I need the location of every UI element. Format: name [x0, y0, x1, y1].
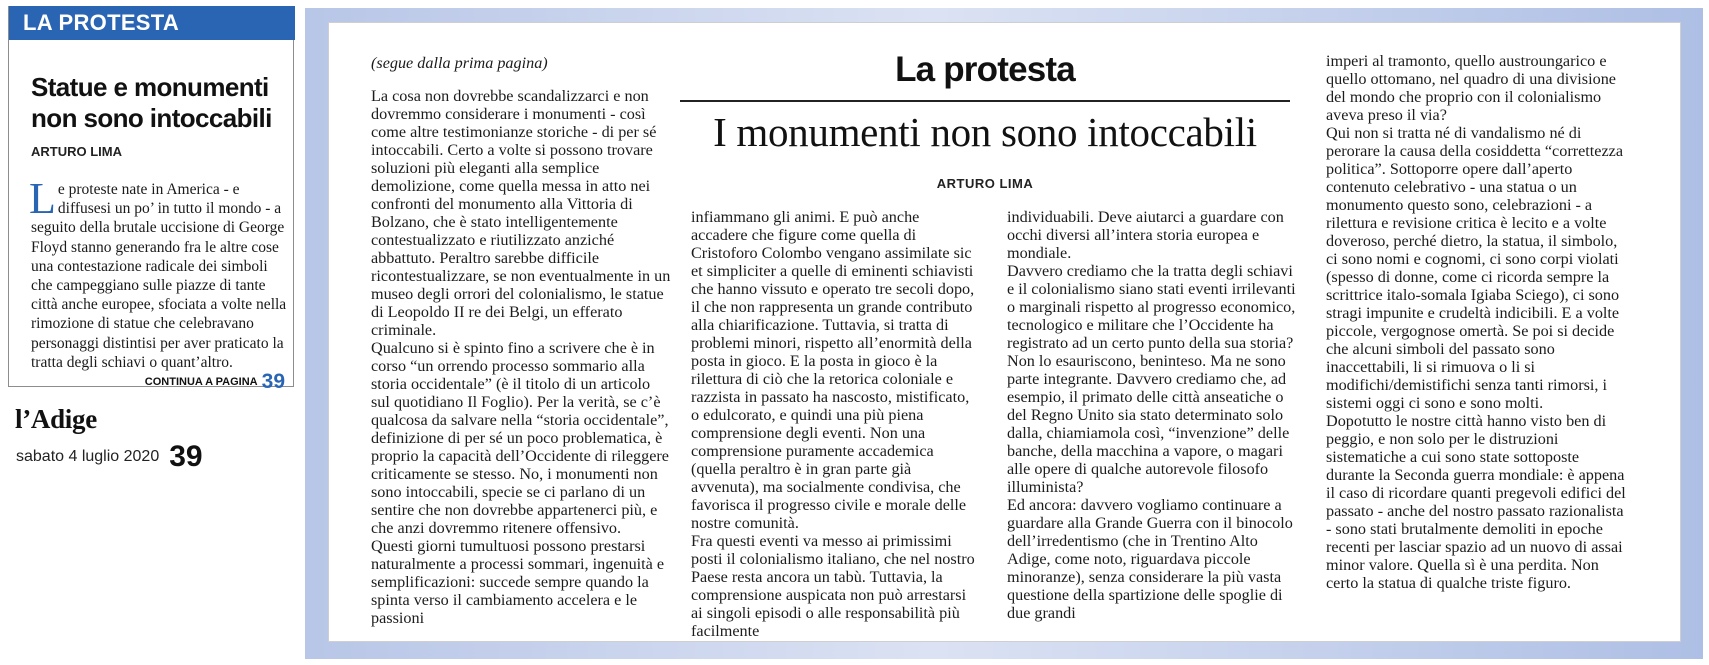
teaser-author: ARTURO LIMA	[31, 144, 122, 159]
paragraph: Fra questi eventi va messo ai primissimi posti il colonialismo italiano, che nel nostro Paese resta ancora un tabù. Tuttavia, la comprensione auspicata non può arrestarsi ai singoli episodi o alle responsabilità più facilmente	[691, 532, 975, 640]
continue-page-number: 39	[261, 370, 285, 393]
paragraph: imperi al tramonto, quello austroungarico e quello ottomano, nel quadro di una divisione del mondo che proprio con il colonialismo aveva preso il via?	[1326, 52, 1616, 124]
front-page-teaser	[8, 6, 294, 393]
newspaper-masthead: l’Adige	[15, 404, 97, 434]
article-column-3	[1007, 208, 1300, 622]
teaser-body	[29, 174, 287, 372]
paragraph: Dopotutto le nostre città hanno visto ben di peggio, e non solo per le distruzioni sistematiche a cui sono state sottoposte durante la Seconda guerra mondiale: è appena il caso di ricordare quanti pregevoli edifici del passato - anche del nostro passato razionalista - sono stati brutalmente demoliti in epoche recenti per lasciar spazio ad un nuovo di assai minor valore. Quella sì è una perdita. Non certo la statua di qualche triste figuro.	[1326, 412, 1626, 592]
page-number: 39	[169, 440, 203, 473]
article-title: I monumenti non sono intoccabili	[713, 109, 1257, 155]
paragraph: individuabili. Deve aiutarci a guardare con occhi diversi all’intera storia europea e mondiale.	[1007, 208, 1284, 262]
continue-label: CONTINUA A PAGINA	[144, 376, 258, 388]
article-column-4	[1326, 52, 1626, 592]
paragraph: Questi giorni tumultuosi possono prestarsi naturalmente a processi sommari, ingenuità e semplificazioni: succede sempre quando la spinta verso il cambiamento accelera e le passioni	[371, 537, 665, 627]
date-line	[16, 440, 203, 474]
paragraph: Ed ancora: davvero vogliamo continuare a guardare alla Grande Guerra con il binocolo dell’irredentismo (che in Trentino Alto Adige, come noto, riguardava piccole minoranze), senza considerare la più vasta questione della spartizione delle spoglie di due grandi	[1007, 496, 1293, 622]
paragraph: Davvero crediamo che la tratta degli schiavi e il colonialismo siano stati eventi irrilevanti o marginali rispetto al progresso economico, tecnologico e militare che l’Occidente ha registrato ad un certo punto della sua storia? Non lo esauriscono, beninteso. Ma ne sono parte integrante. Davvero crediamo che, ad esempio, il primato delle città anseatiche o del Regno Unito sia stato determinato solo dalla, chiamiamola così, “invenzione” delle banche, della macchina a vapore, o magari alle opere di qualche autorevole filosofo illuminista?	[1007, 262, 1296, 496]
kicker-rule	[680, 100, 1290, 102]
article-kicker: La protesta	[895, 50, 1075, 89]
section-band: LA PROTESTA	[9, 6, 295, 40]
drop-cap: L	[29, 174, 56, 223]
publication-date: sabato 4 luglio 2020	[16, 448, 160, 465]
paragraph: La cosa non dovrebbe scandalizzarci e non dovremmo considerare i monumenti - così come altre testimonianze storiche - di per sé intoccabili. Certo a volte si possono trovare soluzioni più eleganti alla semplice demolizione, come quella messa in atto nei confronti del monumento alla Vittoria di Bolzano, che è stato intelligentemente contestualizzato e riutilizzato anziché abbattuto. Peraltro sarebbe difficile ricontestualizzare, se non eventualmente in un museo degli orrori del colonialismo, le statue di Leopoldo II re dei Belgi, un efferato criminale.	[371, 87, 671, 339]
paragraph: Qui non si tratta né di vandalismo né di perorare la causa della cosiddetta “correttezza politica”. Sottoporre opere dall’aperto contenuto celebrativo - una statua o un monumento questo sono, celebrazioni - a rilettura e revisione critica è lecito e a volte doveroso, perché dietro, la statua, il simbolo, ci sono nomi e cognomi, ci sono corpi violati (spesso di donne, come ci ricorda sempre la scrittrice italo-somala Igiaba Sciego), ci sono stragi impunite e crudeltà indicibili. E a volte piccole, vergognose omertà. Se poi si decide che alcuni simboli del passato sono inaccettabili, li si rimuova o li si modifichi/demistifichi senza tanti rimorsi, i sistemi oggi ci sono e sono molti.	[1326, 124, 1624, 412]
continue-link[interactable]	[145, 370, 285, 394]
teaser-headline: Statue e monumenti non sono intoccabili	[31, 72, 272, 133]
paragraph: infiammano gli animi. E può anche accadere che figure come quella di Cristoforo Colombo vengano assimilate sic et simpliciter a quelle di eminenti schiavisti che hanno vissuto e operato tre secoli dopo, il che non rappresenta un grande contributo alla chiarificazione. Tuttavia, si tratta di problemi minori, rispetto all’enormità della posta in gioco. E la posta in gioco è la rilettura di ciò che la retorica coloniale e razzista in passato ha nascosto, mistificato, o edulcorato, e quindi una più piena comprensione degli eventi. Non una comprensione puramente accademica (quella peraltro è in gran parte già avvenuta), ma socialmente condivisa, che favorisca il progresso civile e morale delle nostre comunità.	[691, 208, 975, 532]
teaser-body-text: e proteste nate in America - e diffusesi un po’ in tutto il mondo - a seguito della brutale uccisione di George Floyd stanno generando fra le altre cose una contestazione radicale dei simboli che campeggiano sulle piazze di tante città anche europee, sfociata a volte nella rimozione di statue che celebravano personaggi distintisi per aver praticato la tratta degli schiavi o quant’altro.	[31, 181, 287, 371]
paragraph: Qualcuno si è spinto fino a scrivere che è in corso “un orrendo processo sommario alla storia occidentale” (è il titolo di un articolo sul quotidiano Il Foglio). Per la verità, se c’è qualcosa da salvare nella “storia occidentale”, definizione di per sé un poco problematica, è proprio la capacità dell’Occidente di rileggere criticamente se stesso. No, i monumenti non sono intoccabili, specie se ci parlano di un sentire che non dovrebbe appartenerci più, e che anzi dovremmo ritenere offensivo.	[371, 339, 669, 537]
continuation-note: (segue dalla prima pagina)	[371, 54, 548, 72]
article-author: ARTURO LIMA	[936, 176, 1034, 191]
article-column-2	[691, 208, 979, 640]
article-column-1	[371, 54, 673, 627]
